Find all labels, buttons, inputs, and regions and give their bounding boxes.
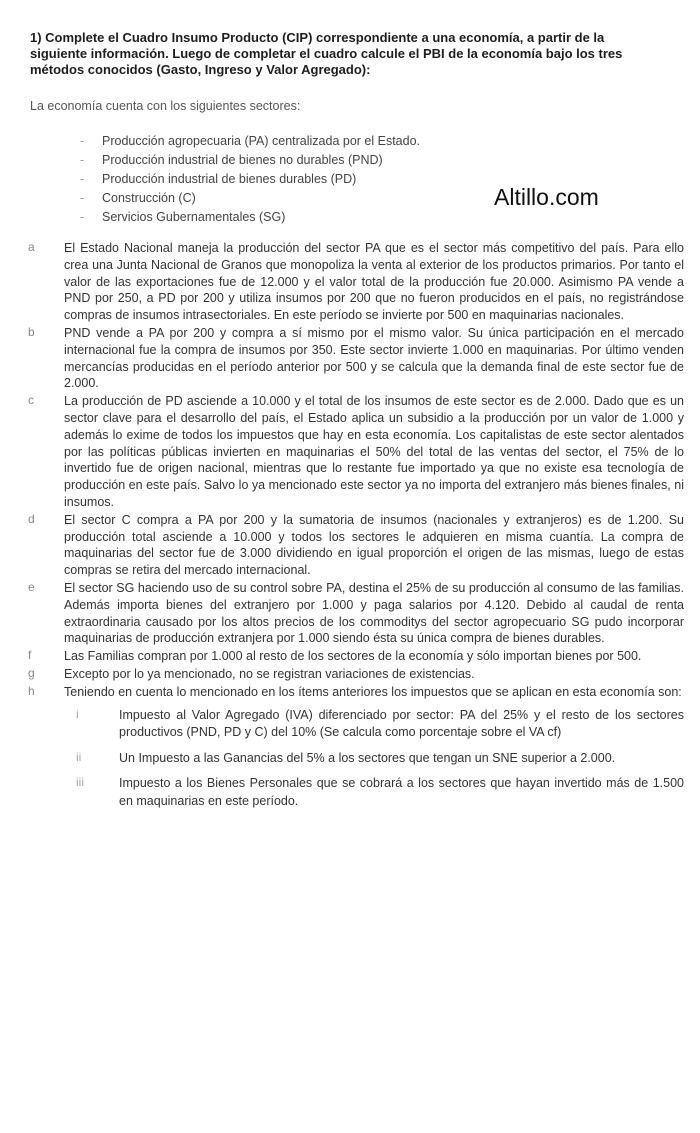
sublist-item	[24, 750, 684, 768]
exercise-title: 1) Complete el Cuadro Insumo Producto (CIP) correspondiente a una economía, a partir de la siguiente información. Luego de completar el cuadro calcule el PBI de la economía bajo los tres métodos conocidos (Gasto, Ingreso y Valor Agregado):	[30, 30, 623, 77]
item-list	[24, 240, 684, 818]
item-text: PND vende a PA por 200 y compra a sí mismo por el mismo valor. Su única participación en el mercado internacional fue la compra de insumos por 350. Este sector invierte 1.000 en maquinarias. Por último venden mercancías producidas en el período anterior por 500 y se calcula que la demanda final de este sector fue de 2.000.	[64, 325, 684, 391]
subitem-text: Impuesto al Valor Agregado (IVA) diferenciado por sector: PA del 25% y el resto de los sectores productivos (PND, PD y C) del 10% (Se calcula como porcentaje sobre el VA cf)	[119, 707, 684, 740]
list-item	[24, 666, 684, 683]
sector-item: - Producción agropecuaria (PA) centralizada por el Estado.	[80, 132, 500, 151]
subitem-marker: ii	[76, 749, 82, 764]
sector-list	[80, 132, 500, 227]
list-item	[24, 580, 684, 647]
item-marker: g	[28, 665, 35, 680]
sector-item: - Producción industrial de bienes no durables (PND)	[80, 151, 500, 170]
item-text: Teniendo en cuenta lo mencionado en los ítems anteriores los impuestos que se aplican en esta economía son:	[64, 684, 682, 699]
item-text: Las Familias compran por 1.000 al resto de los sectores de la economía y sólo importan bienes por 500.	[64, 649, 642, 664]
list-item	[24, 648, 684, 665]
list-item	[24, 325, 684, 392]
list-item	[24, 684, 684, 701]
list-item	[24, 240, 684, 324]
item-text: El sector C compra a PA por 200 y la sumatoria de insumos (nacionales y extranjeros) es de 1.200. Su producción total asciende a 10.000 y todos los sectores le adquieren en misma cuantía. La compra de maquinarias del sector fue de 3.000 dividiendo en igual proporción el origen de las mismas, luego de estas compras se retira del mercado internacional.	[64, 512, 684, 578]
item-marker: h	[28, 683, 35, 698]
bullet-icon: -	[80, 191, 85, 205]
watermark-text: Altillo.com	[494, 184, 599, 210]
subitem-text: Un Impuesto a las Ganancias del 5% a los sectores que tengan un SNE superior a 2.000.	[119, 750, 616, 765]
item-text: El Estado Nacional maneja la producción del sector PA que es el sector más competitivo del país. Para ello crea una Junta Nacional de Granos que monopoliza la venta al exterior de los productos primarios. Por tanto el valor de las exportaciones fue de 12.000 y el valor total de la producción fue 20.000. Asimismo PA vende a PND por 250, a PD por 200 y utiliza insumos por 200 que no fueron producidos en el país, no registrándose compras de insumos intrasectoriales. En este período se invierte por 500 en maquinarias nacionales.	[64, 241, 684, 323]
item-marker: d	[28, 511, 35, 526]
sublist-item	[24, 775, 684, 810]
bullet-icon: -	[80, 153, 85, 167]
intro-text: La economía cuenta con los siguientes sectores:	[30, 99, 301, 113]
item-marker: a	[28, 240, 35, 254]
list-item	[24, 393, 684, 511]
item-text: Excepto por lo ya mencionado, no se registran variaciones de existencias.	[64, 666, 475, 681]
bullet-icon: -	[80, 210, 85, 224]
subitem-text: Impuesto a los Bienes Personales que se cobrará a los sectores que hayan invertido más de 1.500 en maquinarias en este período.	[119, 776, 684, 808]
sector-item: - Producción industrial de bienes durables (PD)	[80, 170, 500, 189]
sector-item: - Servicios Gubernamentales (SG)	[80, 208, 500, 227]
item-marker: f	[28, 648, 32, 663]
tax-sublist	[24, 707, 684, 811]
item-marker: c	[28, 393, 34, 408]
subitem-marker: iii	[76, 775, 84, 790]
item-marker: b	[28, 324, 35, 339]
item-text: La producción de PD asciende a 10.000 y el total de los insumos de este sector es de 2.000. Dado que es un sector clave para el desarrollo del país, el Estado aplica un subsidio a la producción por un valor de 1.000 y además lo exime de todos los impuestos que hay en esta economía. Los capitalistas de este sector alentados por las políticas públicas invierten en maquinarias el 50% del total de las ventas del sector, el 75% de lo invertido fue de origen nacional, mientras que lo restante fue importado ya que no existe esa tecnología de producción en este país. Salvo lo ya mencionado este sector ya no importa del extranjero más bienes finales, ni insumos.	[64, 394, 684, 509]
item-marker: e	[28, 579, 35, 594]
bullet-icon: -	[80, 172, 85, 186]
list-item	[24, 512, 684, 579]
bullet-icon: -	[80, 134, 85, 148]
item-text: El sector SG haciendo uso de su control sobre PA, destina el 25% de su producción al consumo de las familias. Además importa bienes del extranjero por 1.000 y paga salarios por 4.120. Debido al caudal de renta extraordinaria causado por los altos precios de los commoditys del sector agropecuario SG pudo incorporar maquinarias de producción extranjera por 1.000 siendo ésta su única compra de bienes durables.	[64, 580, 684, 646]
sector-item: - Construcción (C)	[80, 189, 500, 208]
sublist-item	[24, 707, 684, 742]
subitem-marker: i	[76, 706, 79, 721]
